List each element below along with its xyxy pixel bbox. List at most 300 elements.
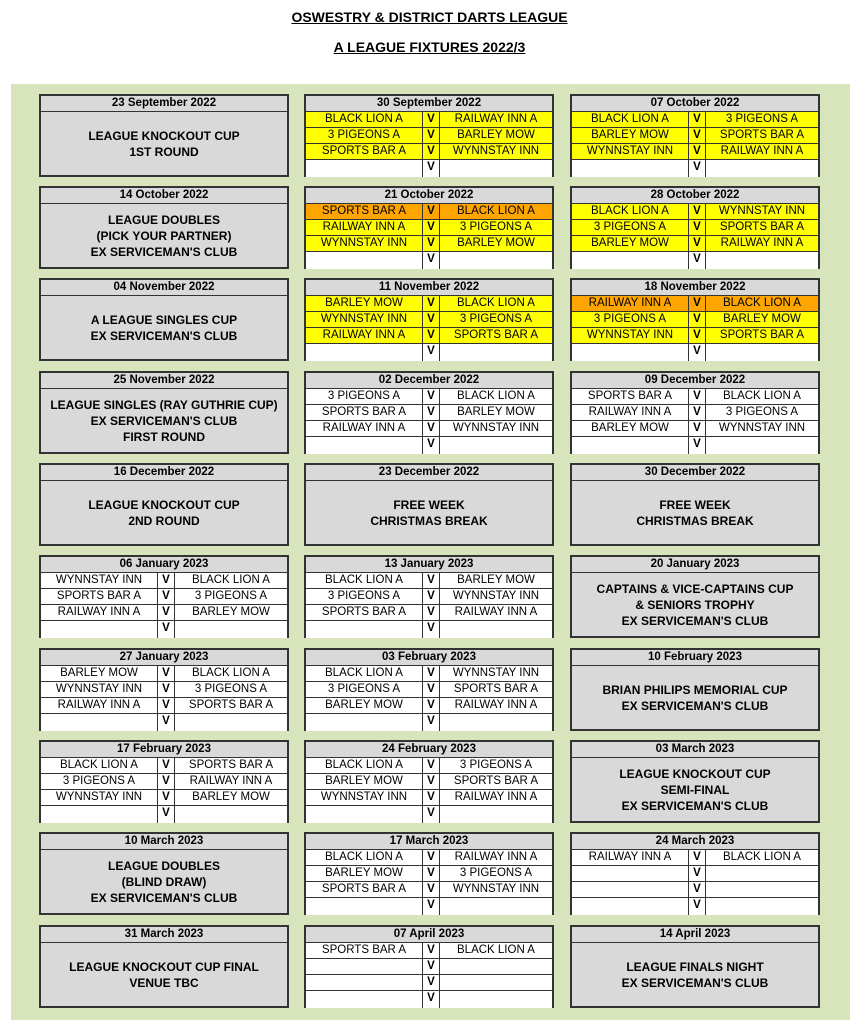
versus-label: V	[689, 204, 706, 219]
home-team: WYNNSTAY INN	[306, 312, 423, 327]
fixture-date: 31 March 2023	[41, 927, 287, 943]
versus-label: V	[158, 714, 175, 731]
away-team: WYNNSTAY INN	[706, 204, 818, 219]
fixture-date: 30 September 2022	[306, 96, 552, 112]
away-team	[440, 898, 552, 915]
home-team: 3 PIGEONS A	[41, 774, 158, 789]
fixture-row	[306, 344, 552, 361]
away-team: 3 PIGEONS A	[706, 112, 818, 127]
event-line: FIRST ROUND	[123, 430, 205, 444]
home-team	[306, 991, 423, 1008]
home-team: 3 PIGEONS A	[306, 128, 423, 143]
versus-label: V	[423, 698, 440, 713]
fixture-row	[572, 160, 818, 177]
versus-label: V	[689, 898, 706, 915]
fixture-row	[572, 882, 818, 898]
fixture-row	[41, 698, 287, 714]
fixture-list	[306, 758, 552, 823]
fixture-card	[304, 555, 554, 638]
fixture-list	[306, 296, 552, 361]
versus-label: V	[423, 421, 440, 436]
versus-label: V	[423, 850, 440, 865]
versus-label: V	[423, 882, 440, 897]
fixture-row	[306, 790, 552, 806]
home-team: BLACK LION A	[306, 573, 423, 588]
away-team	[175, 621, 287, 638]
fixture-row	[41, 714, 287, 731]
event-card	[570, 740, 820, 823]
away-team: WYNNSTAY INN	[452, 590, 540, 602]
fixture-row	[41, 621, 287, 638]
away-team: SPORTS BAR A	[453, 775, 539, 787]
home-team: SPORTS BAR A	[306, 882, 423, 897]
versus-label: V	[689, 160, 706, 177]
fixture-date: 09 December 2022	[572, 373, 818, 389]
event-card	[39, 925, 289, 1008]
home-team	[306, 898, 423, 915]
versus-label: V	[158, 573, 175, 588]
away-team: SPORTS BAR A	[440, 328, 552, 343]
home-team	[41, 806, 158, 823]
away-team: BARLEY MOW	[192, 791, 270, 803]
home-team: BLACK LION A	[41, 758, 158, 773]
away-team	[706, 252, 818, 269]
versus-label: V	[689, 112, 706, 127]
away-team	[706, 344, 818, 361]
versus-label: V	[689, 312, 706, 327]
versus-label: V	[423, 236, 440, 251]
event-card	[39, 94, 289, 177]
fixture-row	[306, 991, 552, 1008]
versus-label: V	[689, 882, 706, 897]
versus-label: V	[689, 220, 706, 235]
away-team: BLACK LION A	[440, 204, 552, 219]
versus-label: V	[689, 128, 706, 143]
versus-label: V	[158, 774, 175, 789]
fixture-card	[304, 832, 554, 915]
home-team: RAILWAY INN A	[572, 850, 689, 865]
fixture-date: 02 December 2022	[306, 373, 552, 389]
away-team	[440, 160, 552, 177]
away-team	[706, 160, 818, 177]
away-team	[706, 882, 818, 897]
home-team	[306, 344, 423, 361]
event-line: 2ND ROUND	[128, 514, 200, 528]
event-card	[39, 832, 289, 915]
away-team: BLACK LION A	[706, 296, 818, 311]
event-line: A LEAGUE SINGLES CUP	[90, 313, 238, 327]
home-team: BLACK LION A	[306, 112, 423, 127]
home-team: RAILWAY INN A	[306, 421, 423, 436]
fixture-row	[41, 790, 287, 806]
event-description	[572, 943, 818, 1007]
fixture-row	[306, 621, 552, 638]
fixture-row	[306, 405, 552, 421]
away-team: BLACK LION A	[192, 667, 270, 679]
fixture-row	[306, 714, 552, 731]
home-team: SPORTS BAR A	[41, 589, 158, 604]
fixture-row	[306, 573, 552, 589]
home-team: SPORTS BAR A	[306, 204, 423, 219]
fixture-list	[306, 573, 552, 638]
away-team: BARLEY MOW	[706, 312, 818, 327]
versus-label: V	[158, 758, 175, 773]
home-team: BARLEY MOW	[306, 774, 423, 789]
away-team: BLACK LION A	[723, 851, 801, 863]
fixture-date: 04 November 2022	[41, 280, 287, 296]
fixture-date: 24 March 2023	[572, 834, 818, 850]
fixture-row	[306, 112, 552, 128]
away-team: RAILWAY INN A	[706, 236, 818, 251]
versus-label: V	[689, 144, 706, 159]
versus-label: V	[423, 437, 440, 454]
versus-label: V	[423, 328, 440, 343]
event-line: LEAGUE KNOCKOUT CUP	[88, 498, 240, 512]
event-line: BRIAN PHILIPS MEMORIAL CUP	[602, 683, 788, 697]
fixture-row	[306, 774, 552, 790]
event-card	[570, 463, 820, 546]
fixture-row	[306, 589, 552, 605]
fixture-row	[572, 204, 818, 220]
versus-label: V	[423, 605, 440, 620]
fixture-row	[572, 220, 818, 236]
fixture-row	[306, 312, 552, 328]
event-line: (PICK YOUR PARTNER)	[96, 229, 232, 243]
event-line: CHRISTMAS BREAK	[370, 514, 488, 528]
fixture-row	[306, 421, 552, 437]
fixture-list	[572, 850, 818, 915]
event-card	[304, 463, 554, 546]
fixture-row	[306, 437, 552, 454]
fixture-row	[572, 850, 818, 866]
home-team: WYNNSTAY INN	[41, 790, 158, 805]
fixture-date: 17 February 2023	[41, 742, 287, 758]
fixture-row	[306, 850, 552, 866]
home-team	[572, 898, 689, 915]
home-team: RAILWAY INN A	[572, 296, 689, 311]
home-team	[306, 160, 423, 177]
away-team: SPORTS BAR A	[706, 220, 818, 235]
event-description	[306, 481, 552, 545]
home-team	[41, 714, 158, 731]
home-team	[306, 252, 423, 269]
versus-label: V	[423, 252, 440, 269]
fixture-row	[306, 898, 552, 915]
fixture-list	[572, 112, 818, 177]
away-team: SPORTS BAR A	[706, 328, 818, 343]
fixture-row	[572, 344, 818, 361]
event-description	[572, 758, 818, 822]
versus-label: V	[423, 898, 440, 915]
home-team: WYNNSTAY INN	[572, 328, 689, 343]
fixture-date: 14 April 2023	[572, 927, 818, 943]
away-team	[706, 898, 818, 915]
home-team: BLACK LION A	[572, 204, 689, 219]
away-team	[175, 714, 287, 731]
versus-label: V	[158, 621, 175, 638]
away-team: BARLEY MOW	[440, 128, 552, 143]
fixture-row	[306, 806, 552, 823]
fixture-row	[306, 758, 552, 774]
home-team: WYNNSTAY INN	[41, 682, 158, 697]
versus-label: V	[689, 405, 706, 420]
page-title: OSWESTRY & DISTRICT DARTS LEAGUE	[291, 9, 568, 25]
event-line: FREE WEEK	[393, 498, 465, 512]
versus-label: V	[423, 573, 440, 588]
away-team	[440, 991, 552, 1008]
away-team: BLACK LION A	[457, 390, 535, 402]
event-card	[39, 186, 289, 269]
away-team	[440, 806, 552, 823]
fixture-date: 24 February 2023	[306, 742, 552, 758]
fixture-card	[570, 832, 820, 915]
versus-label: V	[689, 252, 706, 269]
fixture-row	[306, 866, 552, 882]
home-team: 3 PIGEONS A	[306, 589, 423, 604]
versus-label: V	[423, 389, 440, 404]
home-team: RAILWAY INN A	[41, 698, 158, 713]
fixture-row	[306, 328, 552, 344]
home-team	[306, 437, 423, 454]
fixture-card	[570, 94, 820, 177]
fixture-date: 16 December 2022	[41, 465, 287, 481]
versus-label: V	[423, 144, 440, 159]
fixture-row	[572, 144, 818, 160]
fixture-row	[306, 959, 552, 975]
away-team	[440, 437, 552, 454]
away-team: SPORTS BAR A	[188, 759, 274, 771]
fixture-list	[41, 573, 287, 638]
fixture-row	[572, 236, 818, 252]
away-team: BLACK LION A	[723, 390, 801, 402]
fixture-date: 17 March 2023	[306, 834, 552, 850]
fixture-card	[304, 740, 554, 823]
fixture-row	[306, 975, 552, 991]
home-team: RAILWAY INN A	[306, 328, 423, 343]
home-team: 3 PIGEONS A	[306, 389, 423, 404]
event-description	[41, 204, 287, 268]
fixture-row	[306, 698, 552, 714]
event-line: EX SERVICEMAN'S CLUB	[90, 891, 238, 905]
fixture-date: 10 March 2023	[41, 834, 287, 850]
home-team: BARLEY MOW	[572, 236, 689, 251]
fixture-date: 13 January 2023	[306, 557, 552, 573]
home-team: SPORTS BAR A	[306, 605, 423, 620]
fixture-row	[41, 806, 287, 823]
home-team: 3 PIGEONS A	[306, 682, 423, 697]
home-team: WYNNSTAY INN	[41, 573, 158, 588]
versus-label: V	[423, 204, 440, 219]
fixture-card	[304, 186, 554, 269]
fixture-date: 21 October 2022	[306, 188, 552, 204]
event-description	[41, 481, 287, 545]
home-team: WYNNSTAY INN	[306, 236, 423, 251]
home-team: BARLEY MOW	[572, 128, 689, 143]
fixture-row	[572, 405, 818, 421]
away-team: 3 PIGEONS A	[194, 683, 268, 695]
fixture-row	[572, 866, 818, 882]
away-team: 3 PIGEONS A	[440, 220, 552, 235]
versus-label: V	[423, 160, 440, 177]
page-subtitle: A LEAGUE FIXTURES 2022/3	[333, 39, 526, 55]
away-team: SPORTS BAR A	[188, 699, 274, 711]
home-team: BARLEY MOW	[572, 421, 689, 436]
event-line: LEAGUE KNOCKOUT CUP	[88, 129, 240, 143]
fixture-row	[306, 296, 552, 312]
fixture-row	[306, 128, 552, 144]
home-team: BLACK LION A	[306, 758, 423, 773]
versus-label: V	[423, 621, 440, 638]
home-team: SPORTS BAR A	[572, 389, 689, 404]
away-team	[440, 975, 552, 990]
home-team	[572, 866, 689, 881]
event-description	[572, 666, 818, 730]
home-team	[306, 959, 423, 974]
event-line: EX SERVICEMAN'S CLUB	[621, 699, 769, 713]
versus-label: V	[689, 850, 706, 865]
event-line: (BLIND DRAW)	[121, 875, 207, 889]
versus-label: V	[158, 682, 175, 697]
fixture-card	[39, 648, 289, 731]
home-team: RAILWAY INN A	[306, 220, 423, 235]
fixture-date: 07 April 2023	[306, 927, 552, 943]
event-line: FREE WEEK	[659, 498, 731, 512]
versus-label: V	[423, 666, 440, 681]
away-team: WYNNSTAY INN	[452, 667, 540, 679]
home-team: SPORTS BAR A	[306, 943, 423, 958]
fixture-list	[41, 758, 287, 823]
away-team: RAILWAY INN A	[454, 851, 538, 863]
versus-label: V	[423, 220, 440, 235]
fixture-row	[306, 236, 552, 252]
fixture-card	[570, 371, 820, 454]
event-description	[41, 389, 287, 453]
away-team: BLACK LION A	[192, 574, 270, 586]
fixture-date: 06 January 2023	[41, 557, 287, 573]
fixture-date: 23 December 2022	[306, 465, 552, 481]
versus-label: V	[423, 112, 440, 127]
versus-label: V	[423, 714, 440, 731]
fixture-row	[41, 605, 287, 621]
versus-label: V	[423, 405, 440, 420]
event-line: EX SERVICEMAN'S CLUB	[621, 976, 769, 990]
event-card	[570, 555, 820, 638]
event-line: & SENIORS TROPHY	[635, 598, 755, 612]
versus-label: V	[689, 296, 706, 311]
away-team: RAILWAY INN A	[454, 791, 538, 803]
fixture-card	[304, 648, 554, 731]
away-team: BARLEY MOW	[457, 574, 535, 586]
fixture-date: 10 February 2023	[572, 650, 818, 666]
away-team	[440, 252, 552, 269]
fixture-list	[572, 296, 818, 361]
fixture-card	[304, 371, 554, 454]
fixture-row	[306, 682, 552, 698]
home-team: BLACK LION A	[306, 850, 423, 865]
versus-label: V	[158, 589, 175, 604]
fixture-row	[572, 252, 818, 269]
away-team: RAILWAY INN A	[454, 699, 538, 711]
fixture-date: 23 September 2022	[41, 96, 287, 112]
versus-label: V	[423, 790, 440, 805]
fixture-list	[306, 204, 552, 269]
fixture-list	[306, 943, 552, 1008]
event-description	[572, 573, 818, 637]
fixture-card	[570, 278, 820, 361]
event-line: LEAGUE KNOCKOUT CUP	[619, 767, 771, 781]
away-team	[440, 621, 552, 638]
away-team: WYNNSTAY INN	[452, 883, 540, 895]
versus-label: V	[423, 959, 440, 974]
fixture-list	[572, 204, 818, 269]
away-team: BARLEY MOW	[192, 606, 270, 618]
fixture-row	[306, 882, 552, 898]
away-team: RAILWAY INN A	[706, 144, 818, 159]
home-team	[572, 344, 689, 361]
fixture-row	[306, 204, 552, 220]
versus-label: V	[423, 943, 440, 958]
event-line: CHRISTMAS BREAK	[636, 514, 754, 528]
home-team	[572, 160, 689, 177]
fixture-row	[572, 389, 818, 405]
event-line: EX SERVICEMAN'S CLUB	[621, 799, 769, 813]
away-team: BLACK LION A	[457, 944, 535, 956]
versus-label: V	[423, 312, 440, 327]
away-team	[440, 714, 552, 731]
fixture-date: 14 October 2022	[41, 188, 287, 204]
event-line: SEMI-FINAL	[660, 783, 730, 797]
fixture-row	[41, 666, 287, 682]
versus-label: V	[689, 437, 706, 454]
versus-label: V	[423, 758, 440, 773]
fixture-card	[304, 925, 554, 1008]
event-line: EX SERVICEMAN'S CLUB	[90, 245, 238, 259]
versus-label: V	[423, 128, 440, 143]
event-card	[39, 278, 289, 361]
fixture-card	[304, 94, 554, 177]
fixture-list	[306, 666, 552, 731]
versus-label: V	[423, 991, 440, 1008]
away-team: BARLEY MOW	[440, 236, 552, 251]
fixture-row	[306, 943, 552, 959]
home-team	[41, 621, 158, 638]
away-team: BARLEY MOW	[457, 406, 535, 418]
event-line: CAPTAINS & VICE-CAPTAINS CUP	[596, 582, 794, 596]
fixture-row	[306, 160, 552, 177]
fixture-date: 11 November 2022	[306, 280, 552, 296]
fixture-row	[41, 589, 287, 605]
versus-label: V	[689, 344, 706, 361]
away-team: 3 PIGEONS A	[725, 406, 799, 418]
fixture-date: 03 March 2023	[572, 742, 818, 758]
fixture-row	[306, 220, 552, 236]
versus-label: V	[689, 389, 706, 404]
versus-label: V	[423, 866, 440, 881]
home-team: BARLEY MOW	[41, 666, 158, 681]
away-team: BLACK LION A	[440, 296, 552, 311]
away-team: WYNNSTAY INN	[440, 144, 552, 159]
versus-label: V	[158, 698, 175, 713]
event-description	[41, 296, 287, 360]
fixture-date: 30 December 2022	[572, 465, 818, 481]
event-line: LEAGUE DOUBLES	[107, 213, 220, 227]
away-team: RAILWAY INN A	[454, 606, 538, 618]
fixture-row	[572, 421, 818, 437]
fixture-date: 27 January 2023	[41, 650, 287, 666]
home-team: BARLEY MOW	[306, 866, 423, 881]
event-card	[39, 371, 289, 454]
versus-label: V	[423, 806, 440, 823]
